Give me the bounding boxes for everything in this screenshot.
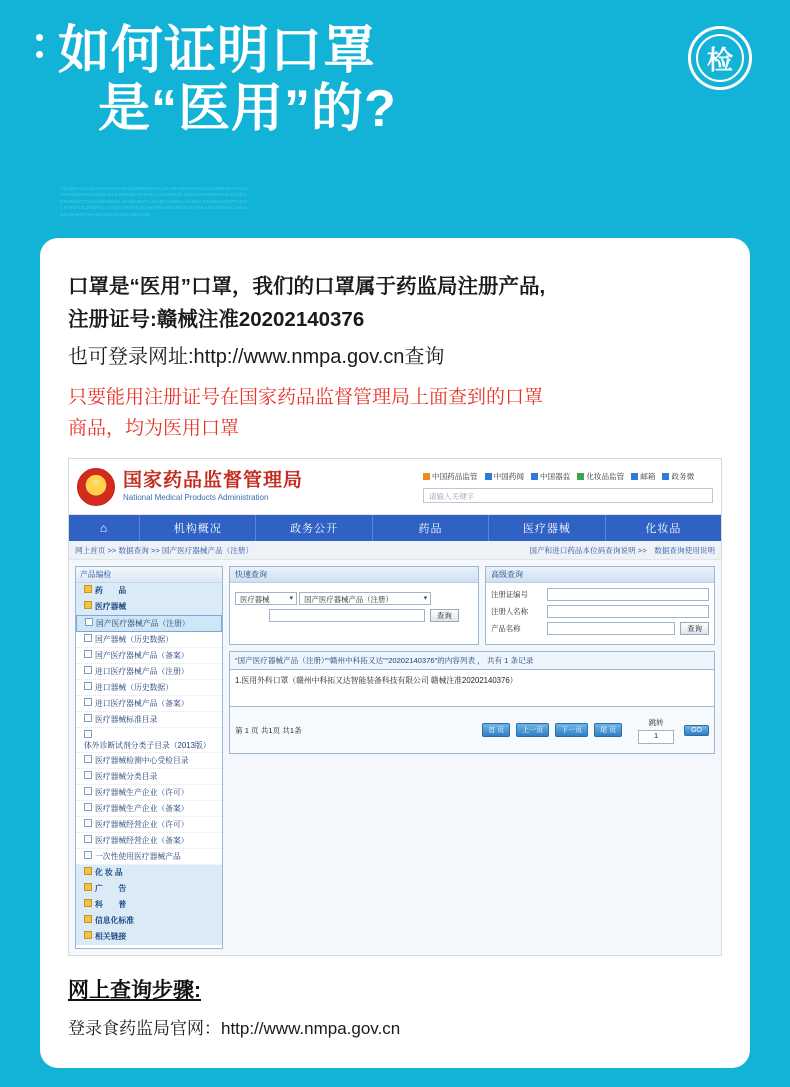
tree-group-drugs[interactable]	[76, 583, 222, 599]
link-bullet-icon	[662, 473, 669, 480]
page-whitespace	[229, 754, 715, 949]
quick-subcategory-select[interactable]: 国产医疗器械产品（注册） ▾	[299, 592, 431, 605]
tree-item-10[interactable]	[76, 785, 222, 801]
tree-item-13-label: 医疗器械经营企业（备案）	[95, 836, 189, 845]
node-icon	[84, 835, 92, 843]
tree-group-cosmetics[interactable]	[76, 865, 222, 881]
tree-item-9-label: 医疗器械分类目录	[95, 772, 158, 781]
pagination-go-button[interactable]: GO	[684, 725, 709, 736]
node-icon	[85, 618, 93, 626]
pagination-jump-label: 跳转	[648, 717, 664, 727]
tree-item-0-label: 国产医疗器械产品（注册）	[96, 619, 190, 628]
tree-item-7[interactable]	[76, 728, 222, 753]
tree-item-9[interactable]	[76, 769, 222, 785]
tree-item-12[interactable]	[76, 817, 222, 833]
tree-item-1-label: 国产器械（历史数据）	[95, 635, 173, 644]
tree-group-ads-label: 广 告	[95, 884, 127, 893]
folder-icon	[84, 915, 92, 923]
site-org-cn: 国家药品监督管理局	[123, 470, 304, 491]
breadcrumb-text[interactable]: 网上首页 >> 数据查询 >> 国产医疗器械产品（注册）	[75, 545, 254, 555]
tree-group-standards-label: 信息化标准	[95, 916, 134, 925]
tree-group-standards[interactable]	[76, 913, 222, 929]
top-link-4[interactable]	[631, 471, 655, 482]
top-link-0-label: 中国药品监管	[432, 471, 478, 481]
advanced-query-panel	[485, 566, 715, 645]
node-icon	[84, 666, 92, 674]
adv-row-product	[491, 622, 709, 635]
query-panels	[229, 566, 715, 645]
quick-query-body	[230, 583, 478, 627]
node-icon	[84, 714, 92, 722]
adv-label-product: 产品名称	[491, 624, 521, 633]
adv-label-reg-no: 注册证编号	[491, 590, 528, 599]
tree-item-11[interactable]	[76, 801, 222, 817]
site-search-input[interactable]: 请输入关键字	[423, 488, 713, 503]
tree-group-devices-label: 医疗器械	[95, 602, 127, 611]
folder-icon	[84, 899, 92, 907]
tree-group-science[interactable]	[76, 897, 222, 913]
result-summary: “国产医疗器械产品（注册）”“赣州中科拓又达”“20202140376”的内容列表 ， 共有 1 条记录	[229, 651, 715, 670]
tree-group-links-label: 相关链接	[95, 932, 127, 941]
nav-home-icon[interactable]: ⌂	[69, 515, 140, 541]
adv-input-registrant[interactable]	[547, 605, 709, 618]
site-top-links	[423, 471, 713, 482]
node-icon	[84, 771, 92, 779]
pagination-bar	[229, 707, 715, 754]
tree-item-12-label: 医疗器械经营企业（许可）	[95, 820, 189, 829]
node-icon	[84, 650, 92, 658]
breadcrumb-right-links[interactable]: 国产和进口药品本位码查询说明 >> 数据查询使用说明	[529, 545, 715, 555]
site-org-en: National Medical Products Administration	[123, 493, 269, 502]
quick-category-select[interactable]: 医疗器械 ▾	[235, 592, 297, 605]
adv-row-reg-no	[491, 588, 709, 601]
node-icon	[84, 755, 92, 763]
mail-icon	[631, 473, 638, 480]
top-link-1-label: 中国药闻	[493, 471, 524, 481]
title-block	[30, 22, 760, 138]
category-tree	[75, 566, 223, 949]
top-link-3-label: 化妆品监管	[586, 471, 625, 481]
top-link-2-label: 中国器监	[539, 471, 571, 481]
tree-item-5[interactable]	[76, 696, 222, 712]
tree-item-8-label: 医疗器械检测中心受检目录	[95, 756, 189, 765]
tree-item-3[interactable]	[76, 664, 222, 680]
node-icon	[84, 698, 92, 706]
seal-label: 检	[696, 34, 744, 82]
pagination-buttons	[482, 717, 709, 744]
adv-input-reg-no[interactable]	[547, 588, 709, 601]
nav-item-0[interactable]: 机构概况	[140, 515, 256, 541]
quick-query-panel	[229, 566, 479, 645]
advanced-query-body	[486, 583, 714, 644]
node-icon	[84, 787, 92, 795]
steps-title: 网上查询步骤:	[68, 979, 201, 1002]
folder-icon	[84, 867, 92, 875]
top-link-5-label: 政务微	[671, 471, 695, 481]
quick-keyword-input[interactable]	[269, 609, 425, 622]
tree-item-3-label: 进口医疗器械产品（注册）	[95, 667, 189, 676]
top-link-0[interactable]	[423, 471, 478, 482]
tree-group-ads[interactable]	[76, 881, 222, 897]
query-pane	[229, 566, 715, 949]
decorative-text: OILMDFIGLDSLHGHKDFGHHKSDFBKSDFJLSZVRKISDRVKSON,GSEDFNKRFSADH,FMGSDVFDSLEKLMLF,ZDBJDFOFPSEJ,LGNFDKW OISJAOFGESDNGK,DJTGSHBVKRISDTJLKASDGFNC,WVBHDKFFUGABFVJNDSLSVNCK,MVRBAGDDFFHDSL KVKDVJCHSDFJLLJTDSGMVMTULGMTRHLKRURDISGHGNLSFDVNVLKCVNLKASFGNKDFXGHBNVKDSFGKLNKALSD	[60, 186, 249, 217]
tree-item-13[interactable]	[76, 833, 222, 849]
nav-item-4[interactable]: 化妆品	[645, 523, 682, 535]
card-registration-number: 注册证号:赣械注准20202140376	[68, 308, 365, 331]
page-title-line1: 如何证明口罩	[58, 22, 377, 80]
advanced-search-button[interactable]: 查询	[680, 622, 709, 635]
link-bullet-icon	[423, 473, 430, 480]
top-link-2[interactable]	[531, 471, 570, 482]
link-bullet-icon	[531, 473, 538, 480]
title-dots-decoration	[36, 34, 46, 68]
node-icon	[84, 851, 92, 859]
top-link-5[interactable]	[662, 471, 694, 482]
tree-group-cosmetics-label: 化 妆 品	[95, 868, 123, 877]
node-icon	[84, 634, 92, 642]
top-link-3[interactable]	[577, 471, 624, 482]
advanced-query-title: 高级查询	[486, 567, 714, 583]
site-search-row	[423, 488, 713, 503]
folder-icon	[84, 883, 92, 891]
top-link-4-label: 邮箱	[640, 471, 656, 481]
tree-item-7-label: 体外诊断试剂分类子目录（2013版）	[84, 740, 211, 750]
tree-item-4[interactable]	[76, 680, 222, 696]
tree-head: 产品编检	[76, 567, 222, 583]
site-header-right	[423, 471, 713, 503]
nav-item-2[interactable]: 药品	[373, 515, 489, 541]
tree-item-8[interactable]	[76, 753, 222, 769]
pagination-next-button[interactable]: 下一页	[555, 723, 588, 737]
pagination-first-button[interactable]: 首 页	[482, 723, 510, 737]
nmpa-website-screenshot	[68, 458, 722, 956]
top-link-1[interactable]	[485, 471, 524, 482]
nav-item-1[interactable]: 政务公开	[256, 515, 372, 541]
result-list	[229, 670, 715, 707]
card-note-line1: 只要能用注册证号在国家药品监督管理局上面查到的口罩	[68, 387, 544, 408]
tree-item-10-label: 医疗器械生产企业（许可）	[95, 788, 189, 797]
tree-item-1[interactable]	[76, 632, 222, 648]
tree-item-4-label: 进口器械（历史数据）	[95, 683, 173, 692]
tree-item-0[interactable]	[76, 615, 222, 632]
site-body	[69, 560, 721, 955]
result-item-0[interactable]: 1.医用外科口罩（赣州中科拓又达智能装备科技有限公司 赣械注准20202140376）	[235, 676, 518, 685]
site-header	[69, 459, 721, 515]
tree-item-14[interactable]	[76, 849, 222, 865]
step-1: 登录食药监局官网：http://www.nmpa.gov.cn	[68, 1019, 401, 1038]
tree-item-6[interactable]	[76, 712, 222, 728]
inspection-seal-icon	[688, 26, 752, 90]
tree-item-5-label: 进口医疗器械产品（备案）	[95, 699, 189, 708]
pagination-jump-input[interactable]: 1	[638, 730, 674, 744]
pagination-status: 第 1 页 共1页 共1条	[235, 725, 302, 735]
breadcrumb	[69, 541, 721, 560]
adv-row-registrant	[491, 605, 709, 618]
node-icon	[84, 730, 92, 738]
link-bullet-icon	[577, 473, 584, 480]
folder-icon	[84, 931, 92, 939]
nav-item-3[interactable]: 医疗器械	[489, 515, 605, 541]
adv-input-product[interactable]	[547, 622, 675, 635]
tree-item-2-label: 国产医疗器械产品（备案）	[95, 651, 189, 660]
page-title-line2: 是“医用”的?	[98, 80, 397, 138]
site-org-names	[123, 470, 303, 503]
node-icon	[84, 682, 92, 690]
link-bullet-icon	[485, 473, 492, 480]
quick-search-button[interactable]: 查询	[430, 609, 459, 622]
card-note-line2: 商品，均为医用口罩	[68, 418, 240, 439]
tree-item-14-label: 一次性使用医疗器械产品	[95, 852, 181, 861]
folder-icon	[84, 601, 92, 609]
adv-label-registrant: 注册人名称	[491, 607, 528, 616]
folder-icon	[84, 585, 92, 593]
card-website-line: 也可登录网址:http://www.nmpa.gov.cn查询	[68, 346, 445, 368]
tree-item-2[interactable]	[76, 648, 222, 664]
node-icon	[84, 819, 92, 827]
card-headline: 口罩是“医用”口罩，我们的口罩属于药监局注册产品,	[68, 275, 546, 298]
tree-group-links[interactable]	[76, 929, 222, 945]
site-navbar	[69, 515, 721, 541]
tree-group-science-label: 科 普	[95, 900, 127, 909]
pagination-prev-button[interactable]: 上一页	[516, 723, 549, 737]
national-emblem-icon	[77, 468, 115, 506]
tree-item-11-label: 医疗器械生产企业（备案）	[95, 804, 189, 813]
pagination-last-button[interactable]: 尾 页	[594, 723, 622, 737]
quick-query-title: 快速查询	[230, 567, 478, 583]
tree-item-6-label: 医疗器械标准目录	[95, 715, 158, 724]
pagination-jump	[638, 717, 674, 744]
quick-query-row	[235, 609, 473, 622]
content-card	[40, 238, 750, 1068]
page-header	[0, 0, 790, 195]
tree-group-devices[interactable]	[76, 599, 222, 615]
node-icon	[84, 803, 92, 811]
tree-group-drugs-label: 药 品	[95, 586, 127, 595]
